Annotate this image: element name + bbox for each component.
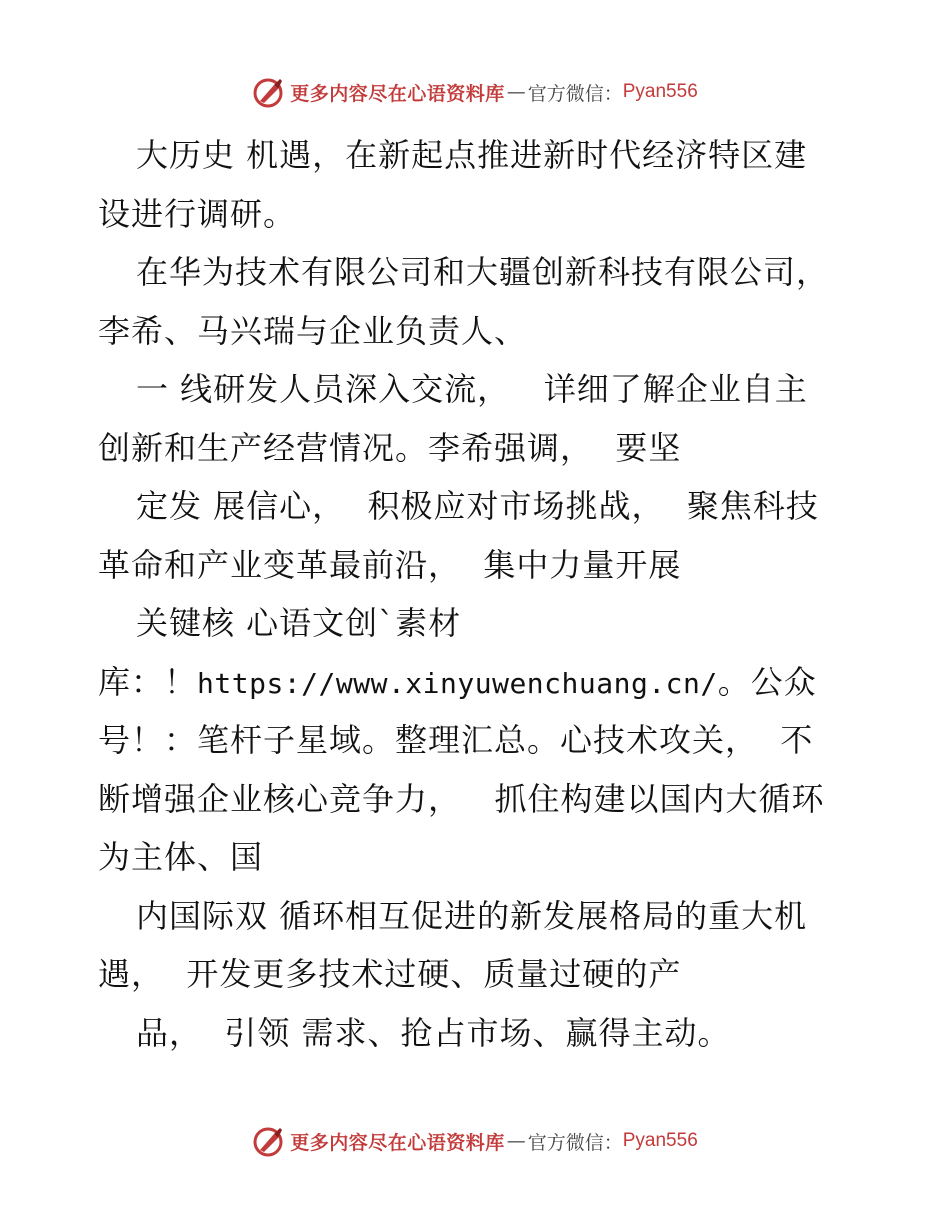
text-line: 创新和生产经营情况。李希强调， 要坚	[98, 428, 682, 467]
header-wechat-id: Pyan556	[622, 81, 698, 102]
footer-banner	[0, 1121, 950, 1161]
text-line: 李希、马兴瑞与企业负责人、	[98, 311, 528, 350]
header-separator: —	[506, 81, 526, 103]
text-line: 遇， 开发更多技术过硬、质量过硬的产	[98, 955, 682, 993]
header-site-name: 更多内容尽在心语资料库	[290, 82, 505, 105]
text-fragment: 。公众	[717, 662, 817, 701]
text-line: 断增强企业核心竞争力， 抓住构建以国内大循环	[98, 779, 825, 818]
text-line: 革命和产业变革最前沿， 集中力量开展	[98, 545, 682, 584]
header-banner	[0, 72, 950, 112]
text-line: 品， 引领 需求、抢占市场、赢得主动。	[136, 1013, 731, 1052]
document-body	[98, 126, 858, 1062]
footer-site-name: 更多内容尽在心语资料库	[290, 1131, 505, 1154]
text-line: 设进行调研。	[98, 194, 297, 233]
text-line-url	[98, 653, 858, 712]
url-text: https://www.xinyuwenchuang.cn/	[197, 666, 718, 700]
text-fragment: 库：！	[98, 662, 198, 701]
text-line: 为主体、国	[98, 838, 264, 876]
footer-separator: —	[506, 1130, 526, 1152]
text-line: 号！：笔杆子星域。整理汇总。心技术攻关， 不	[98, 721, 814, 759]
pen-logo-icon	[252, 75, 286, 109]
text-line: 在华为技术有限公司和大疆创新科技有限公司，	[136, 253, 830, 291]
header-wechat-label: 官方微信：	[527, 82, 623, 105]
pen-logo-icon	[252, 1124, 286, 1158]
text-line: 一 线研发人员深入交流， 详细了解企业自主	[136, 370, 808, 408]
text-line: 关键核 心语文创`素材	[136, 604, 462, 642]
text-line: 定发 展信心， 积极应对市场挑战， 聚焦科技	[136, 487, 819, 525]
footer-wechat-label: 官方微信：	[527, 1131, 623, 1154]
text-line: 内国际双 循环相互促进的新发展格局的重大机	[136, 896, 808, 935]
text-line: 大历史 机遇，在新起点推进新时代经济特区建	[136, 136, 808, 174]
footer-wechat-id: Pyan556	[622, 1130, 698, 1151]
